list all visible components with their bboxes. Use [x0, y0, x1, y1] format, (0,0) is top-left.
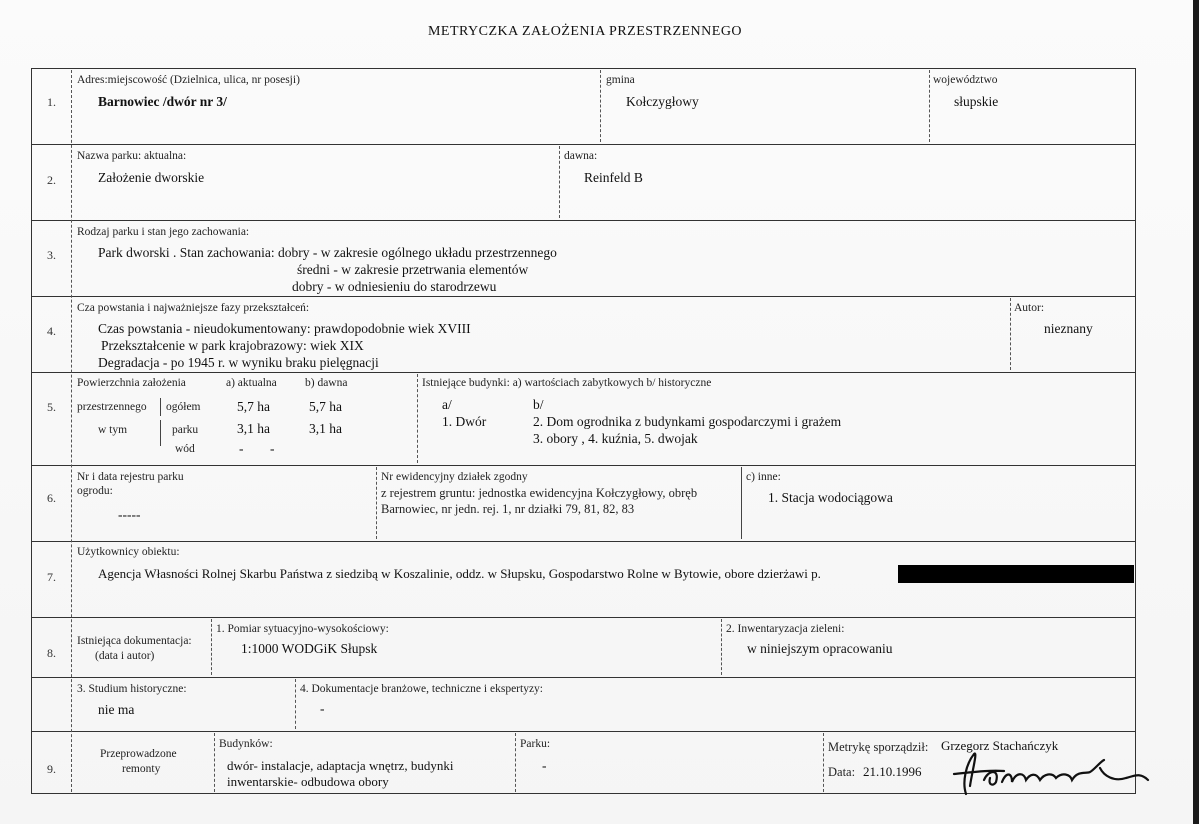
row-number: 8. [47, 646, 56, 660]
row-divider [31, 465, 1136, 466]
column-divider [211, 619, 212, 675]
other-value: 1. Stacja wodociągowa [768, 490, 893, 505]
register-label: ogrodu: [77, 485, 113, 497]
author-label: Autor: [1014, 302, 1045, 314]
former-name-value: Reinfeld B [584, 170, 643, 185]
greenery-value: w niniejszym opracowaniu [747, 641, 893, 656]
address-label: Adres:miejscowość (Dzielnica, ulica, nr posesji) [77, 74, 300, 86]
documentation-label: Istniejąca dokumentacja: [77, 635, 192, 647]
other-label: c) inne: [746, 471, 781, 483]
register-value: ----- [118, 507, 141, 522]
buildings-renovation-line: dwór- instalacje, adaptacja wnętrz, budynki [227, 758, 454, 773]
park-renovation-label: Parku: [520, 738, 551, 750]
users-value: Agencja Własności Rolnej Skarbu Państwa z siedzibą w Koszalinie, oddz. w Słupsku, Gospodarstwo Rolne w Bytowie, obore dzierżawi p. [98, 566, 821, 581]
date-value: 21.10.1996 [863, 764, 922, 779]
handwritten-signature [944, 742, 1164, 802]
buildings-label: Istniejące budynki: a) wartościach zabytkowych b/ historyczne [422, 377, 712, 389]
table-divider [160, 398, 161, 416]
buildings-b-header: b/ [533, 397, 544, 412]
parcel-line: Barnowiec, nr jedn. rej. 1, nr działki 79, 81, 82, 83 [381, 502, 635, 516]
survey-value: 1:1000 WODGiK Słupsk [241, 641, 378, 656]
column-divider [1010, 298, 1011, 370]
table-divider [160, 420, 161, 446]
park-type-label: Rodzaj parku i stan jego zachowania: [77, 226, 250, 238]
column-divider [823, 733, 824, 792]
park-name-label: Nazwa parku: aktualna: [77, 150, 187, 162]
buildings-renovation-label: Budynków: [219, 738, 273, 750]
buildings-b-item: 3. obory , 4. kuźnia, 5. dwojak [533, 431, 698, 446]
park-type-line: dobry - w odniesieniu do starodrzewu [292, 279, 497, 294]
scan-edge [1193, 0, 1199, 824]
area-park-former: 3,1 ha [309, 421, 342, 436]
area-former-header: b) dawna [305, 377, 348, 389]
buildings-a-item: 1. Dwór [442, 414, 487, 429]
author-value: nieznany [1044, 321, 1093, 336]
survey-label: 1. Pomiar sytuacyjno-wysokościowy: [216, 623, 389, 635]
number-column-divider [71, 70, 72, 792]
row-number: 7. [47, 570, 56, 584]
column-divider [600, 70, 601, 142]
document-title: METRYCZKA ZAŁOŻENIA PRZESTRZENNEGO [427, 24, 743, 39]
column-divider [214, 733, 215, 792]
row-number: 2. [47, 173, 56, 187]
address-value: Barnowiec /dwór nr 3/ [98, 94, 227, 109]
area-water-former: - [270, 441, 275, 456]
row-divider [31, 731, 1136, 732]
area-total-label: ogółem [166, 401, 201, 413]
date-label: Data: [828, 765, 856, 779]
documentation-label: (data i autor) [95, 650, 155, 662]
row-number: 5. [47, 400, 56, 414]
park-renovation-value: - [542, 758, 547, 773]
row-number: 1. [47, 95, 56, 109]
greenery-label: 2. Inwentaryzacja zieleni: [726, 623, 845, 635]
voivodeship-value: słupskie [954, 94, 999, 109]
park-type-line: średni - w zakresie przetrwania elementów [297, 262, 529, 277]
history-line: Czas powstania - nieudokumentowany: prawdopodobnie wiek XVIII [98, 321, 471, 336]
area-park-current: 3,1 ha [237, 421, 270, 436]
prepared-by-label: Metrykę sporządził: [828, 740, 929, 754]
park-name-value: Założenie dworskie [98, 170, 205, 185]
register-label: Nr i data rejestru parku [77, 471, 184, 483]
history-label: Cza powstania i najważniejsze fazy przekształceń: [77, 302, 310, 314]
history-line: Degradacja - po 1945 r. w wyniku braku pielęgnacji [98, 355, 379, 370]
row-number: 9. [47, 762, 56, 776]
gmina-label: gmina [606, 74, 635, 86]
area-current-header: a) aktualna [226, 377, 277, 389]
row-number: 3. [47, 248, 56, 262]
row-divider [31, 296, 1136, 297]
parcel-label: Nr ewidencyjny działek zgodny [381, 471, 528, 483]
historical-study-label: 3. Studium historyczne: [77, 683, 187, 695]
users-label: Użytkownicy obiektu: [77, 546, 180, 558]
row-divider [31, 144, 1136, 145]
renovations-label: remonty [122, 763, 161, 775]
prepared-by-value: Grzegorz Stachańczyk [941, 738, 1059, 753]
column-divider [929, 70, 930, 142]
column-divider [741, 467, 742, 539]
area-water-current: - [239, 441, 244, 456]
column-divider [559, 146, 560, 218]
former-name-label: dawna: [564, 150, 598, 162]
row-divider [31, 617, 1136, 618]
row-divider [31, 220, 1136, 221]
area-total-former: 5,7 ha [309, 399, 342, 414]
park-type-line: Park dworski . Stan zachowania: dobry - w zakresie ogólnego układu przestrzennego [98, 245, 557, 260]
area-total-current: 5,7 ha [237, 399, 270, 414]
gmina-value: Kołczygłowy [626, 94, 699, 109]
area-spatial-label: przestrzennego [77, 401, 147, 413]
redaction-bar [898, 565, 1134, 583]
historical-study-value: nie ma [98, 702, 135, 717]
column-divider [515, 733, 516, 792]
buildings-b-item: 2. Dom ogrodnika z budynkami gospodarczymi i grażem [533, 414, 842, 429]
area-park-label: parku [172, 424, 199, 436]
column-divider [417, 374, 418, 463]
technical-docs-label: 4. Dokumentacje branżowe, techniczne i ekspertyzy: [300, 683, 543, 695]
technical-docs-value: - [320, 701, 325, 716]
voivodeship-label: województwo [933, 74, 998, 86]
column-divider [295, 679, 296, 729]
area-water-label: wód [175, 443, 195, 455]
history-line: Przekształcenie w park krajobrazowy: wiek XIX [101, 338, 364, 353]
column-divider [376, 467, 377, 539]
area-label: Powierzchnia założenia [77, 377, 186, 389]
row-divider [31, 541, 1136, 542]
renovations-label: Przeprowadzone [100, 748, 177, 760]
row-number: 6. [47, 491, 56, 505]
buildings-renovation-line: inwentarskie- odbudowa obory [227, 774, 389, 789]
row-number: 4. [47, 324, 56, 338]
row-divider [31, 677, 1136, 678]
parcel-line: z rejestrem gruntu: jednostka ewidencyjna Kołczygłowy, obręb [381, 486, 698, 500]
buildings-a-header: a/ [442, 397, 452, 412]
area-including-label: w tym [98, 424, 128, 436]
row-divider [31, 372, 1136, 373]
column-divider [721, 619, 722, 675]
